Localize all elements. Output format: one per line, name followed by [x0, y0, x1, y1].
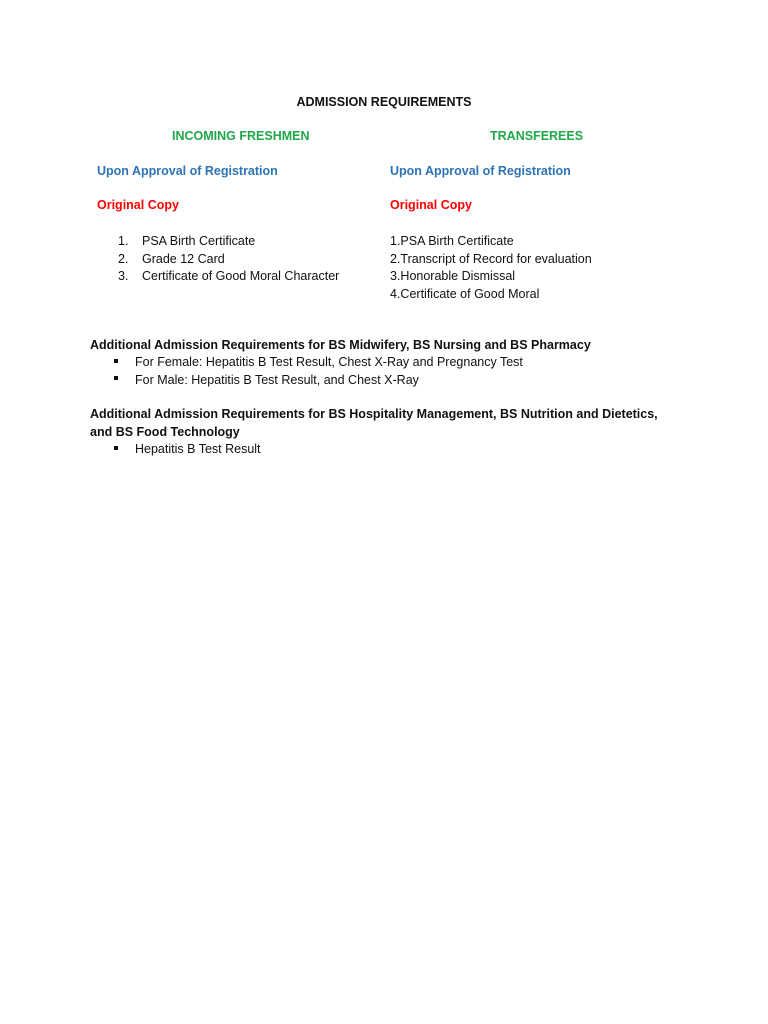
transferees-requirements-list [390, 233, 592, 303]
list-item [118, 268, 339, 286]
freshmen-heading: INCOMING FRESHMEN [172, 129, 310, 143]
list-item-text: Hepatitis B Test Result [135, 442, 261, 456]
list-item-text: PSA Birth Certificate [142, 234, 256, 248]
list-number: 3. [118, 269, 129, 283]
list-item: 2.Transcript of Record for evaluation [390, 251, 592, 266]
midwifery-nursing-pharmacy-heading: Additional Admission Requirements for BS Midwifery, BS Nursing and BS Pharmacy [90, 338, 591, 352]
list-number: 1. [118, 234, 129, 248]
list-item: 1.PSA Birth Certificate [390, 234, 514, 248]
transferees-approval-label: Upon Approval of Registration [390, 164, 571, 178]
midwifery-nursing-pharmacy-list [114, 354, 523, 389]
hospitality-nutrition-food-list [114, 441, 261, 459]
transferees-heading: TRANSFEREES [490, 129, 584, 143]
freshmen-requirements-list [118, 233, 339, 286]
list-item [114, 372, 523, 390]
list-item [114, 354, 523, 372]
page-title: ADMISSION REQUIREMENTS [296, 95, 472, 109]
hospitality-nutrition-food-heading: Additional Admission Requirements for BS Hospitality Management, BS Nutrition and Dietetics, and BS Food Technology [90, 407, 658, 439]
list-item-text: For Female: Hepatitis B Test Result, Chest X-Ray and Pregnancy Test [135, 355, 523, 369]
freshmen-approval-label: Upon Approval of Registration [97, 164, 278, 178]
list-item-text: Grade 12 Card [142, 251, 225, 266]
square-bullet-icon [114, 376, 118, 380]
list-item: 3.Honorable Dismissal [390, 269, 516, 283]
list-item [114, 441, 261, 459]
list-item: 4.Certificate of Good Moral [390, 286, 540, 301]
list-item [118, 251, 339, 269]
square-bullet-icon [114, 359, 118, 363]
list-item-text: For Male: Hepatitis B Test Result, and Chest X-Ray [135, 372, 419, 387]
list-number: 2. [118, 251, 129, 266]
transferees-copy-label: Original Copy [390, 198, 472, 212]
list-item [118, 233, 339, 251]
list-item-text: Certificate of Good Moral Character [142, 269, 340, 283]
freshmen-copy-label: Original Copy [97, 198, 179, 212]
square-bullet-icon [114, 446, 118, 450]
